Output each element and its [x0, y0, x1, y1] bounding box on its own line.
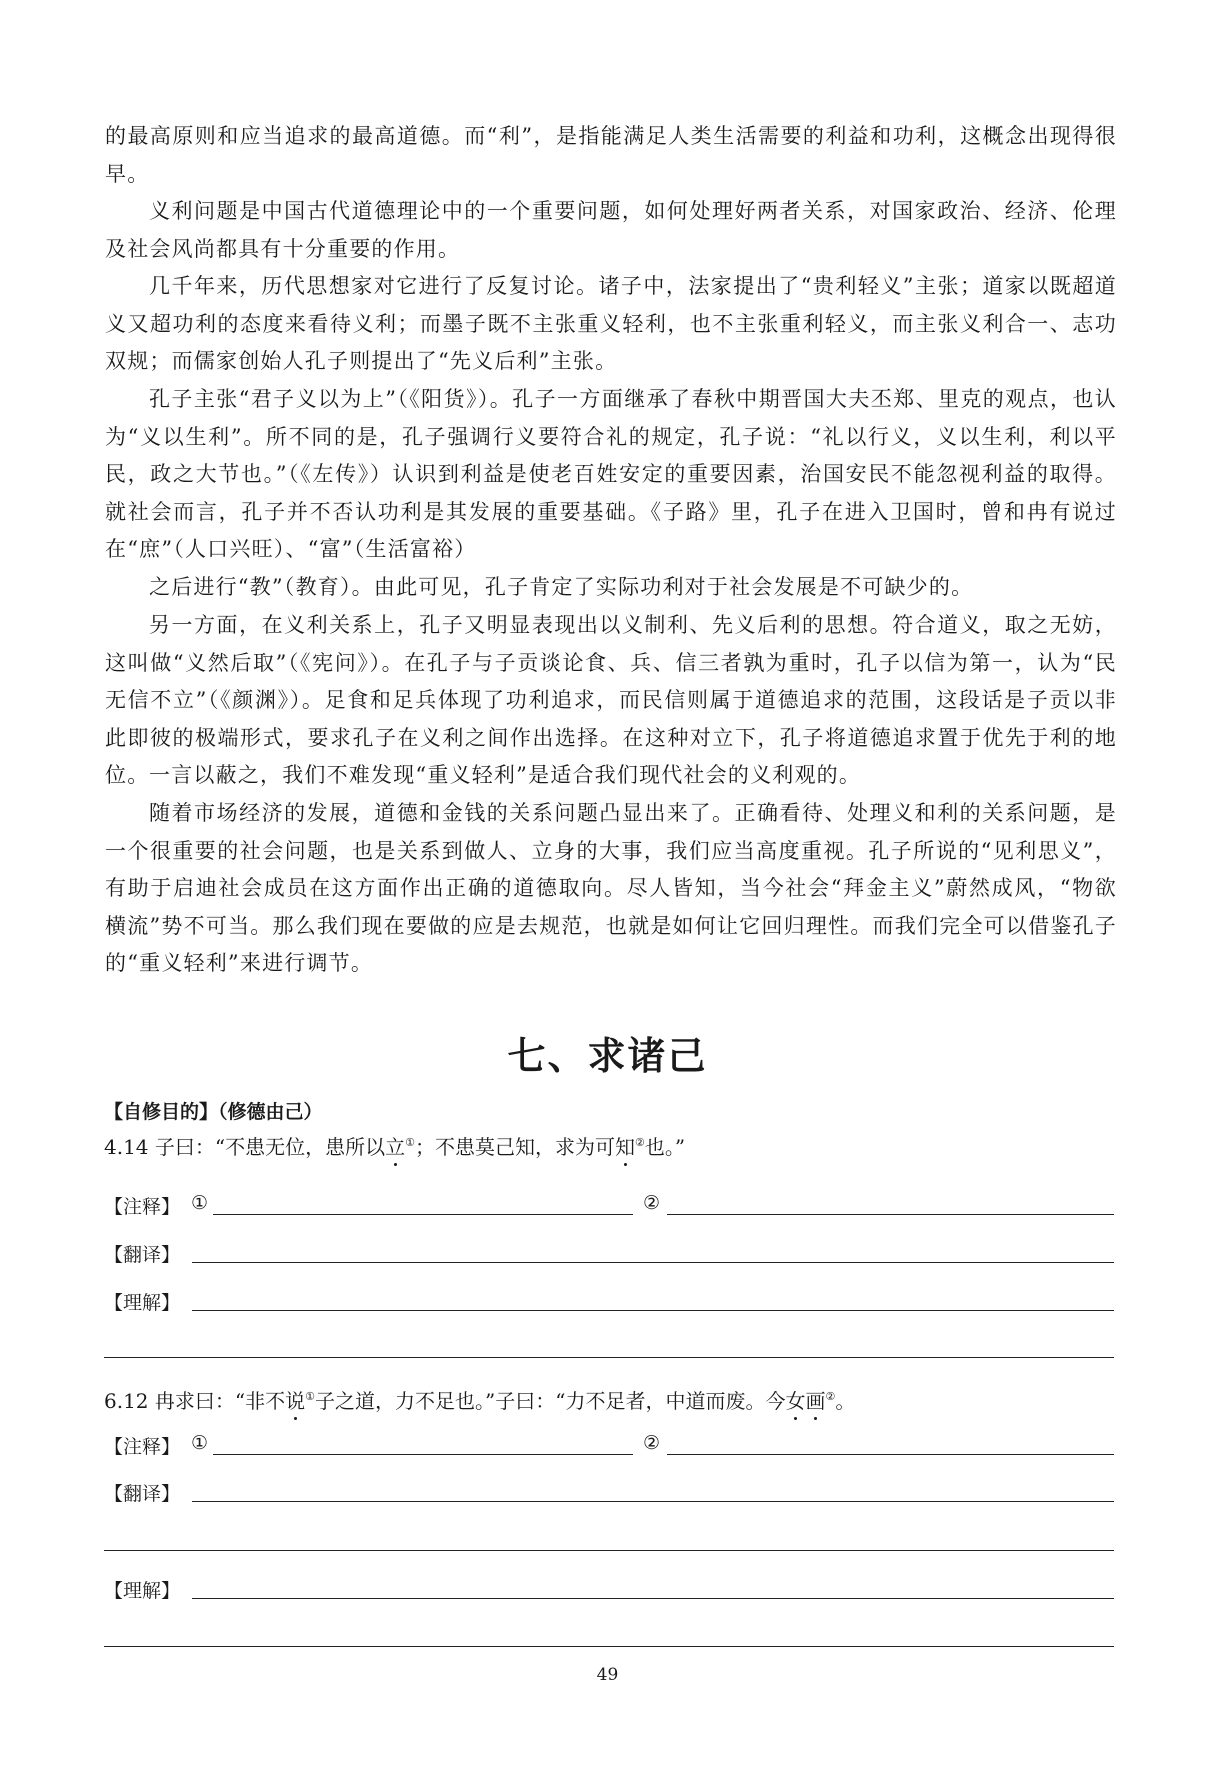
answer-line-understand-2b[interactable]: [104, 1646, 1114, 1647]
answer-line-note-2b[interactable]: [667, 1454, 1114, 1455]
answer-line-note-2a[interactable]: [213, 1454, 633, 1455]
understand-label-2: 【理解】: [104, 1580, 181, 1602]
translate-label-2: 【翻译】: [104, 1483, 181, 1505]
note-marker-1a: ①: [191, 1192, 209, 1214]
note-label-1: 【注释】: [104, 1196, 181, 1218]
paragraph-summary: 一言以蔽之，我们不难发现“重义轻利”是适合我们现代社会的义利观的。: [149, 763, 862, 787]
study-goal: 【自修目的】（修德由己）: [104, 1101, 323, 1123]
understand-label-1: 【理解】: [104, 1292, 181, 1314]
footnote-marker: ②: [825, 1390, 836, 1403]
dotted-char: 立: [385, 1135, 406, 1159]
note-marker-2a: ①: [191, 1432, 209, 1454]
dotted-char: 女: [785, 1389, 806, 1413]
answer-line-understand-2[interactable]: [192, 1598, 1114, 1599]
answer-line-translate-1[interactable]: [192, 1262, 1114, 1263]
footnote-marker: ①: [305, 1390, 315, 1403]
answer-line-understand-1[interactable]: [192, 1310, 1114, 1311]
note-marker-1b: ②: [643, 1192, 661, 1214]
translate-label-1: 【翻译】: [104, 1244, 181, 1266]
paragraph-intro-tail: 的最高原则和应当追求的最高道德。而“利”，是指能满足人类生活需要的利益和功利，这概念出现得很早。: [105, 124, 1117, 186]
footnote-marker: ②: [635, 1136, 645, 1149]
question-4-14: 4.14 子曰：“不患无位，患所以立①；不患莫己知，求为可知②也。”: [104, 1135, 686, 1159]
answer-line-understand-1b[interactable]: [104, 1357, 1114, 1358]
answer-line-translate-2[interactable]: [192, 1501, 1114, 1502]
paragraph-education: 之后进行“教”（教育）。由此可见，孔子肯定了实际功利对于社会发展是不可缺少的。: [149, 575, 974, 599]
page-number: 49: [596, 1665, 619, 1685]
dotted-char: 说: [285, 1389, 306, 1413]
note-marker-2b: ②: [643, 1432, 661, 1454]
dotted-char: 画: [805, 1389, 826, 1413]
paragraph-other-side: 另一方面，在义利关系上，孔子又明显表现出以义制利、先义后利的思想。符合道义，取之无妨，这叫做“义然后取”（《宪问》）。在孔子与子贡谈论食、兵、信三者孰为重时，孔子以信为第一，认为“民无信不立”（《颜渊》）。足食和足兵体现了功利追求，而民信则属于道德追求的范围，这段话是子贡以非此即彼的极端形式，要求孔子在义利之间作出选择。在这种对立下，孔子将道德追求置于优先于利的地位。: [105, 613, 1117, 787]
answer-line-translate-2b[interactable]: [104, 1550, 1114, 1551]
answer-line-note-1a[interactable]: [213, 1214, 633, 1215]
paragraph-yili-problem: 义利问题是中国古代道德理论中的一个重要问题，如何处理好两者关系，对国家政治、经济、伦理及社会风尚都具有十分重要的作用。: [105, 199, 1117, 261]
question-6-12: 6.12 冉求曰：“非不说①子之道，力不足也。”子曰：“力不足者，中道而废。今女画②。: [104, 1389, 856, 1413]
answer-line-note-1b[interactable]: [667, 1214, 1114, 1215]
dotted-char: 知: [615, 1135, 635, 1159]
footnote-marker: ①: [405, 1136, 415, 1149]
section-title: 七、求诸己: [507, 1034, 708, 1078]
paragraph-confucius-views: 孔子主张“君子义以为上”（《阳货》）。孔子一方面继承了春秋中期晋国大夫丕郑、里克的观点，也认为“义以生利”。所不同的是，孔子强调行义要符合礼的规定，孔子说：“礼以行义，义以生利，利以平民，政之大节也。”（《左传》）认识到利益是使老百姓安定的重要因素，治国安民不能忽视利益的取得。就社会而言，孔子并不否认功利是其发展的重要基础。《子路》里，孔子在进入卫国时，曾和冉有说过在“庶”（人口兴旺）、“富”（生活富裕）: [105, 387, 1117, 561]
paragraph-market-economy: 随着市场经济的发展，道德和金钱的关系问题凸显出来了。正确看待、处理义和利的关系问题，是一个很重要的社会问题，也是关系到做人、立身的大事，我们应当高度重视。孔子所说的“见利思义”，有助于启迪社会成员在这方面作出正确的道德取向。尽人皆知，当今社会“拜金主义”蔚然成风，“物欲横流”势不可当。那么我们现在要做的应是去规范，也就是如何让它回归理性。而我们完全可以借鉴孔子的“重义轻利”来进行调节。: [105, 801, 1117, 975]
note-label-2: 【注释】: [104, 1436, 181, 1458]
paragraph-thinkers: 几千年来，历代思想家对它进行了反复讨论。诸子中，法家提出了“贵利轻义”主张；道家以既超道义又超功利的态度来看待义利；而墨子既不主张重义轻利，也不主张重利轻义，而主张义利合一、志功双规；而儒家创始人孔子则提出了“先义后利”主张。: [105, 274, 1117, 373]
